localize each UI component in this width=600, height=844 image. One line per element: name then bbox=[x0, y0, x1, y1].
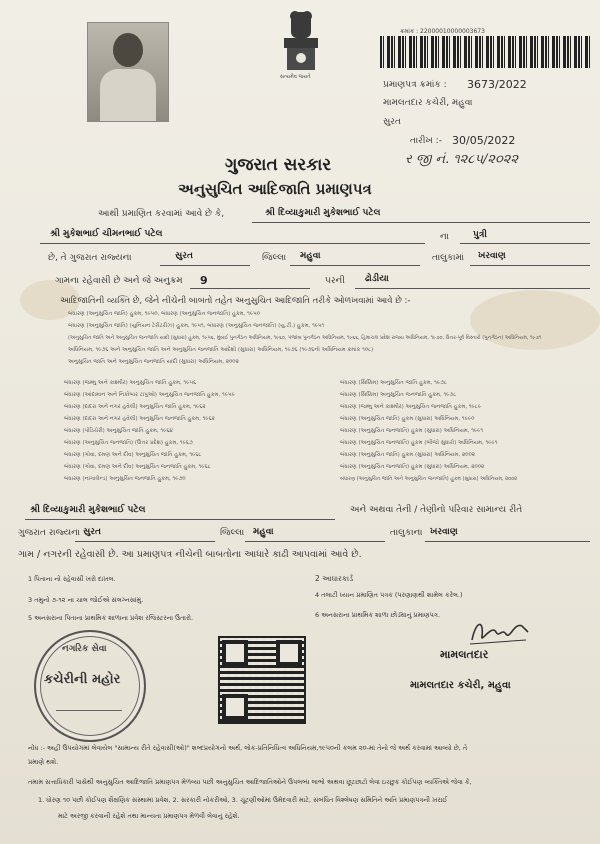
right-list-item: બંધારણ (જમ્મુ અને કાશ્મીર) અનુસુચિત જનજાતિ હુકમ, ૧૯૮૯ bbox=[340, 404, 482, 410]
footer-paragraph: માટે અરજી કરવાની રહેશે તથા માન્યતા પ્રમાણપત્ર મેળવી લેવાનું રહેશે. bbox=[58, 812, 240, 820]
signatory-office: મામલતદાર કચેરી, મહુવા bbox=[410, 680, 511, 691]
left-list-item: બંધારણ (જમ્મુ અને કાશ્મીર) અનુસુચિત જાતિ હુકમ, ૧૯૫૬ bbox=[64, 380, 197, 386]
village-line: ગામ / નગરની રહેવાસી છે. આ પ્રમાણપત્ર નીચેની બાબતોના આધારે કાઢી આપવામાં આવે છે. bbox=[18, 549, 362, 560]
left-list-item: બંધારણ (દાદરા અને નગર હવેલી) અનુસુચિત જનજાતિ હુકમ, ૧૯૬૨ bbox=[64, 416, 215, 422]
header-district: સુરત bbox=[383, 117, 401, 127]
right-list-item: બંધારણ (અનુસુચિત જાતિ) હુકમ (સુધારા) અધિનિયમ, ૧૯૯૦ bbox=[340, 416, 475, 422]
left-list-item: બંધારણ (અનુસુચિત જનજાતિ) (ઉત્તર પ્રદેશ) હુકમ, ૧૯૬૭ bbox=[64, 440, 193, 446]
state-label: છે, તે ગુજરાત રાજ્યના bbox=[48, 253, 132, 263]
dense-line: અધિનિયમ, ૧૯૭૬ અને અનુસુચિત જાતિ અને અનુસુચિત જનજાતિ આદેશો (સુધારા) અધિનિયમ, ૧૯૭૬ (૧૯૭૬નો અધિનિયમ ક્રમાંક ૧૦૮) bbox=[68, 347, 374, 353]
dense-line: બંધારણ (અનુસુચિત જાતિ) હુકમ, ૧૯૫૦, બંધારણ (અનુસુચિત જનજાતિ) હુકમ, ૧૯૫૦ bbox=[68, 311, 261, 317]
basis-item: 3 તમુનો ૭-૧૨ ના ચાલ જોઈએ સંલગ્નસાંમું. bbox=[28, 596, 144, 604]
applicant-name: શ્રી દિવ્યાકુમારી મુકેશભાઈ પટેલ bbox=[265, 208, 381, 218]
underline bbox=[355, 288, 590, 289]
right-list-item: બંધારણ (અનુસુચિત જાતિ અને અનુસુચિત જનજાતિ) હુકમ (સુધારા) અધિનિયમ, ૨૦૦૨ bbox=[340, 476, 518, 482]
date-label: તારીખ :- bbox=[410, 136, 442, 146]
left-list-item: બંધારણ (આંદામાન અને નિકોબાર ટાપુઓ) અનુસુચિત જનજાતિ હુકમ, ૧૯૫૯ bbox=[64, 392, 235, 398]
tribe-line: આદિજાતિની વ્યક્તિ છે, જેને નીચેની બાબતો તહેત અનુસુચિત આદિજાતિ તરીકે ઓળખવામાં આવે છે :- bbox=[60, 296, 411, 306]
emblem-caption: સત્યમેવ જયતે bbox=[280, 74, 311, 80]
underline bbox=[290, 265, 420, 266]
relation-label: ના bbox=[440, 232, 449, 242]
certificate-title: અનુસુચિત આદિજાતિ પ્રમાણપત્ર bbox=[178, 180, 372, 198]
left-list-item: બંધારણ (ગોવા, દમણ અને દીવ) અનુસુચિત જાતિ હુકમ, ૧૯૬૮ bbox=[64, 452, 202, 458]
footer-paragraph: 1. ધોરણ ૧૦ પછી કોઈપણ શૈક્ષણિક સંસ્થામાં પ્રવેશ, 2. સરકારી નોકરીઓ, 3. ચૂંટણીઓમાં ઉમેદવારી માટે, સંબંધિત વિશ્લેષણ સમિતિને અતિ પ્રમાણપત્રની ખરાઈ bbox=[38, 796, 448, 804]
certificate-no-label: પ્રમાણપત્ર ક્રમાંક : bbox=[383, 80, 447, 90]
verification-qr-code bbox=[218, 636, 306, 724]
office-line: મામલતદાર કચેરી, મહુવા bbox=[383, 98, 473, 108]
government-title: ગુજરાત સરકાર bbox=[225, 155, 332, 175]
taluka-value: ખરવાણ bbox=[478, 251, 506, 261]
underline bbox=[460, 243, 590, 244]
underline bbox=[25, 519, 335, 520]
district2-label: જિલ્લા bbox=[220, 528, 245, 538]
right-list-item: બંધારણ (અનુસુચિત જનજાતિ) હુકમ (સુધારા) અધિનિયમ, ૧૯૯૧ bbox=[340, 428, 484, 434]
seal-center-text: કચેરીની મહોર bbox=[44, 672, 121, 687]
caste-label: પરની bbox=[325, 276, 345, 286]
row4-value: 9 bbox=[200, 274, 208, 287]
taluka2-label: તાલુકાના bbox=[390, 528, 423, 538]
district-value: મહુવા bbox=[300, 251, 321, 261]
underline bbox=[470, 265, 590, 266]
dense-line: બંધારણ (અનુસુચિત જાતિ) (યુનિયન ટેરીટરીઝ) હુકમ, ૧૯૫૧, બંધારણ (અનુસુચિત જનજાતિ) (યુ.ટી.) હુકમ, ૧૯૫૧ bbox=[68, 323, 325, 329]
district-label: જિલ્લા bbox=[262, 253, 287, 263]
taluka-label: તાલુકામાં bbox=[432, 253, 465, 263]
basis-item: 5 અનસરાના પિતાના પ્રાથમિક શાળાના પ્રવેશ રજિસ્ટરના ઉતારો. bbox=[28, 614, 194, 622]
state-value: સુરત bbox=[175, 251, 193, 261]
barcode bbox=[380, 36, 590, 68]
family-text: અને અથવા તેની / તેણીનો પરિવાર સામાન્ય રીતે bbox=[350, 505, 523, 515]
left-list-item: બંધારણ (ગોવા, દમણ અને દીવ) અનુસુચિત જનજાતિ હુકમ, ૧૯૬૮ bbox=[64, 464, 211, 470]
handwritten-reference: ર જી નં. ૧૨૮૫/૨૦૨૨ bbox=[405, 152, 519, 167]
seal-top-text: નગરિક સેવા bbox=[62, 644, 107, 654]
dense-line: (અનુસુચિત જાતિ અને અનુસુચિત જનજાતિ યાદી (સુધારા) હુકમ, ૧૯૫૬, મુંબઈ પુનર્ગઠન અધિનિયમ, ૧૯૬૦, પંજાબ પુનર્ગઠન અધિનિયમ, ૧૯૬૬, હિમાચલ પ્રદેશ રાજ્ય અધિનિયમ, ૧૯૭૦, ઉત્તર-પૂર્વ વિસ્તારો (પુનર્ગઠન) અધિનિયમ, ૧૯૭૧ bbox=[68, 335, 542, 341]
right-list-item: બંધારણ (અનુસુચિત જનજાતિ) હુકમ (બીજો સુધારો) અધિનિયમ, ૧૯૯૧ bbox=[340, 440, 498, 446]
basis-item: 2 આધારકાર્ડ bbox=[315, 574, 354, 583]
taluka2-value: ખરવાણ bbox=[430, 527, 458, 537]
underline bbox=[75, 541, 215, 542]
left-list-item: બંધારણ (નાગાલેન્ડ) અનુસુચિત જનજાતિ હુકમ, ૧૯૭૦ bbox=[64, 476, 186, 482]
right-list-item: બંધારણ (અનુસુચિત જાતિ) હુકમ (સુધારા) અધિનિયમ, ૨૦૦૨ bbox=[340, 452, 475, 458]
underline bbox=[190, 288, 310, 289]
signature-image bbox=[466, 614, 536, 650]
right-list-item: બંધારણ (અનુસુચિત જનજાતિ) હુકમ (સુધારા) અધિનિયમ, ૨૦૦૨ bbox=[340, 464, 485, 470]
right-list-item: બંધારણ (સિક્કિમ) અનુસુચિત જાતિ હુકમ, ૧૯૭૮ bbox=[340, 380, 447, 386]
underline bbox=[160, 265, 250, 266]
basis-item: 4 તલાટી ધ્યાન પ્રમાણિત પત્રક (પરણાણથી શામેલ કરેલ.) bbox=[315, 591, 463, 599]
left-list-item: બંધારણ (પોંડિચેરી) અનુસુચિત જાતિ હુકમ, ૧૯૬૪ bbox=[64, 428, 173, 434]
office-seal bbox=[34, 630, 146, 742]
right-list-item: બંધારણ (સિક્કિમ) અનુસુચિત જનજાતિ હુકમ, ૧૯૭૮ bbox=[340, 392, 457, 398]
certify-text: આથી પ્રમાણિત કરવામાં આવે છે કે, bbox=[98, 209, 225, 219]
state2-value: સુરત bbox=[83, 527, 101, 537]
signatory-designation: મામલતદાર bbox=[440, 648, 489, 661]
dense-line: અનુસુચિત જાતિ અને અનુસુચિત જનજાતિ યાદી (સુધારા) અધિનિયમ, ૨૦૦૨ bbox=[68, 359, 239, 365]
left-list-item: બંધારણ (દાદરા અને નગર હવેલી) અનુસુચિત જાતિ હુકમ, ૧૯૬૨ bbox=[64, 404, 206, 410]
father-name: શ્રી મુકેશભાઈ ચીમનભાઈ પટેલ bbox=[50, 229, 163, 239]
certificate-no-value: 3673/2022 bbox=[467, 78, 527, 91]
seal-line bbox=[56, 710, 122, 711]
footer-paragraph: તમામ સત્તાધિકારી પાસેથી અનુસુચિત આદિજાતિ પ્રમાણપત્ર મેળવ્યા પછી અનુસુચિત આદિજાતિઓને ઉપલબ્ધ લાભો અથવા છૂટછાટો લેવા ઇચ્છુક કોઈપણ વ્યક્તિએ જેવા કે, bbox=[28, 778, 472, 786]
basis-item: 1 પિતાના નો રહેવાસી ખરો દાખલ. bbox=[28, 575, 116, 583]
caste-value: ઢોડીયા bbox=[365, 274, 389, 284]
footer-note: નોંધ :- અહીં ઉપયોગમાં લેવાયેલ "સામાન્ય રીતે રહેવાસી(ઓ)" શબ્દપ્રયોગનો અર્થ, લોક-પ્રતિનિધિત્વ અધિનિયમ,૧૯૫૦ની કલમ ૨૦-માં તેનો જે અર્થ કરવામાં આવ્યો છે, તે bbox=[28, 744, 468, 752]
underline bbox=[425, 541, 590, 542]
district2-value: મહુવા bbox=[253, 527, 274, 537]
relation-value: પુત્રી bbox=[473, 230, 487, 240]
applicant-name-repeat: શ્રી દિવ્યાકુમારી મુકેશભાઈ પટેલ bbox=[30, 505, 146, 515]
underline bbox=[40, 243, 425, 244]
underline bbox=[245, 541, 385, 542]
state2-label: ગુજરાત રાજ્યના bbox=[18, 528, 81, 538]
footer-note-cont: પ્રમાણે થશે. bbox=[28, 758, 59, 766]
basis-item: 6 અનસરાના પ્રાથમિક શાળા છોડ્યાનું પ્રમાણપત્ર. bbox=[315, 611, 440, 619]
date-value: 30/05/2022 bbox=[452, 134, 516, 147]
serial-number: ક્રમાંક : 22000010000003673 bbox=[400, 28, 485, 35]
row4-label: ગામના રહેવાસી છે અને જે અનુક્રમ bbox=[55, 276, 183, 286]
applicant-photo bbox=[87, 22, 169, 122]
underline bbox=[252, 222, 590, 223]
